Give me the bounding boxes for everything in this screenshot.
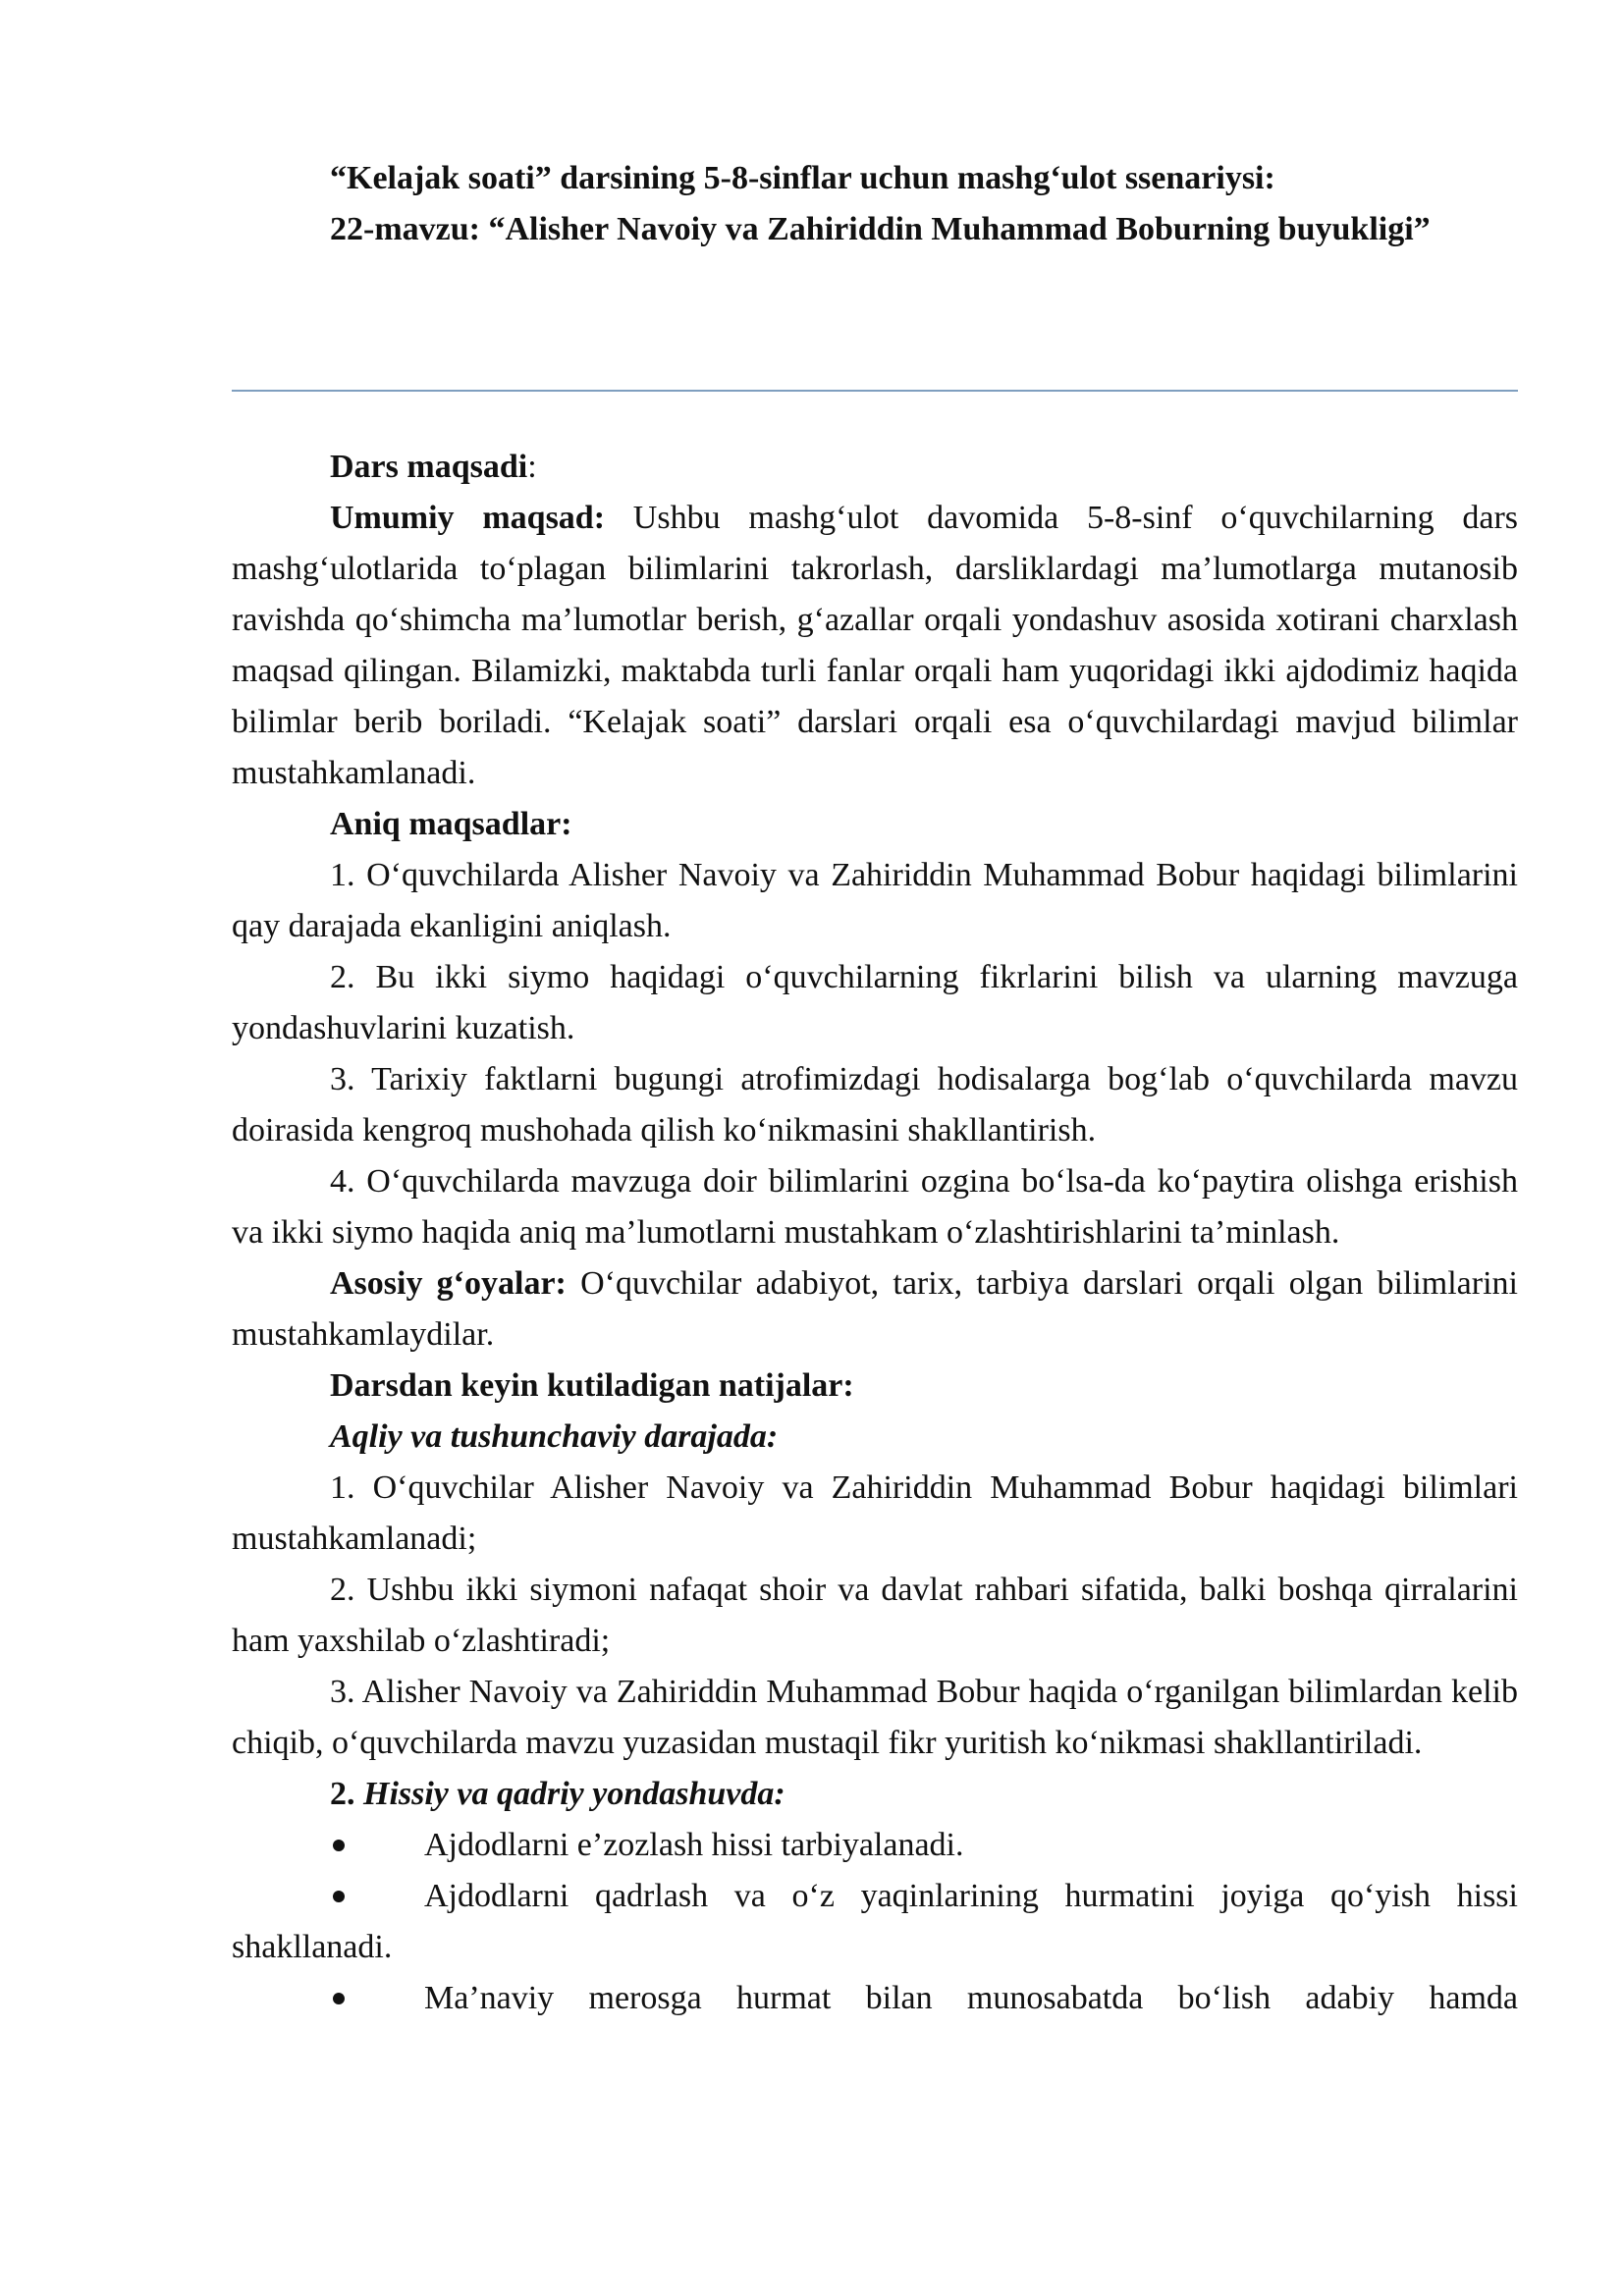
title-line-2: 22-mavzu: “Alisher Navoiy va Zahiriddin Muhammad Boburning buyukligi” [330, 211, 1431, 247]
cognitive-heading: Aqliy va tushunchaviy darajada: [330, 1418, 779, 1455]
document-body [232, 442, 1518, 2024]
goals-heading-label: Dars maqsadi [330, 449, 528, 485]
cognitive-item: 2. Ushbu ikki siymoni nafaqat shoir va davlat rahbari sifatida, balki boshqa qirralarini ham yaxshilab o‘zlashtiradi; [232, 1572, 1518, 1659]
cognitive-item: 1. O‘quvchilar Alisher Navoiy va Zahiriddin Muhammad Bobur haqidagi bilimlari mustahkamlanadi; [232, 1469, 1518, 1557]
goals-heading [232, 442, 1518, 493]
emotional-bullet-item [232, 1973, 1518, 2024]
emotional-bullet-text: Ma’naviy merosga hurmat bilan munosabatda bo‘lish adabiy hamda [424, 1980, 1518, 2016]
specific-goal-item: 4. O‘quvchilarda mavzuga doir bilimlarini ozgina bo‘lsa-da ko‘paytira olishga erishish va ikki siymo haqida aniq ma’lumotlarni mustahkam o‘zlashtirishlarini ta’minlash. [232, 1163, 1518, 1251]
document-title [232, 153, 1518, 255]
goals-heading-colon: : [527, 449, 537, 485]
specific-goal-item: 2. Bu ikki siymo haqidagi o‘quvchilarning fikrlarini bilish va ularning mavzuga yondashuvlarini kuzatish. [232, 959, 1518, 1046]
specific-goal-item: 1. O‘quvchilarda Alisher Navoiy va Zahiriddin Muhammad Bobur haqidagi bilimlarini qay darajada ekanligini aniqlash. [232, 857, 1518, 944]
outcomes-heading: Darsdan keyin kutiladigan natijalar: [330, 1367, 854, 1404]
emotional-heading-label: Hissiy va qadriy yondashuvda: [354, 1776, 785, 1812]
title-line-1: “Kelajak soati” darsining 5-8-sinflar uchun mashg‘ulot ssenariysi: [330, 160, 1275, 196]
emotional-bullet-text: Ajdodlarni qadrlash va o‘z yaqinlarining hurmatini joyiga qo‘yish hissi shakllanadi. [232, 1878, 1518, 1965]
main-ideas-label: Asosiy g‘oyalar: [330, 1265, 567, 1302]
main-ideas-text: O‘quvchilar adabiyot, tarix, tarbiya darslari orqali olgan bilimlarini mustahkamlaydilar. [232, 1265, 1518, 1353]
bullet-icon [333, 1993, 345, 2004]
specific-goals-heading: Aniq maqsadlar: [330, 806, 572, 842]
horizontal-divider [232, 390, 1518, 392]
bullet-icon [333, 1840, 345, 1851]
emotional-bullet-item [232, 1820, 1518, 1871]
general-goal-paragraph [232, 493, 1518, 799]
emotional-heading-number: 2. [330, 1776, 355, 1812]
specific-goal-item: 3. Tarixiy faktlarni bugungi atrofimizdagi hodisalarga bog‘lab o‘quvchilarda mavzu doirasida kengroq mushohada qilish ko‘nikmasini shakllantirish. [232, 1061, 1518, 1148]
main-ideas-paragraph [232, 1258, 1518, 1361]
general-goal-label: Umumiy maqsad: [330, 500, 606, 536]
general-goal-text: Ushbu mashg‘ulot davomida 5-8-sinf o‘quvchilarning dars mashg‘ulotlarida to‘plagan bilimlarini takrorlash, darsliklardagi ma’lumotlarga mutanosib ravishda qo‘shimcha ma’lumotlar berish, g‘azallar orqali yondashuv asosida xotirani charxlash maqsad qilingan. Bilamizki, maktabda turli fanlar orqali ham yuqoridagi ikki ajdodimiz haqida bilimlar berib boriladi. “Kelajak soati” darslari orqali esa o‘quvchilardagi mavjud bilimlar mustahkamlanadi. [232, 500, 1519, 791]
cognitive-item: 3. Alisher Navoiy va Zahiriddin Muhammad Bobur haqida o‘rganilgan bilimlardan kelib chiqib, o‘quvchilarda mavzu yuzasidan mustaqil fikr yuritish ko‘nikmasi shakllantiriladi. [232, 1674, 1518, 1761]
emotional-bullet-text: Ajdodlarni e’zozlash hissi tarbiyalanadi. [424, 1827, 964, 1863]
emotional-heading [232, 1769, 1518, 1820]
emotional-bullet-item [232, 1871, 1518, 1973]
bullet-icon [333, 1891, 345, 1902]
